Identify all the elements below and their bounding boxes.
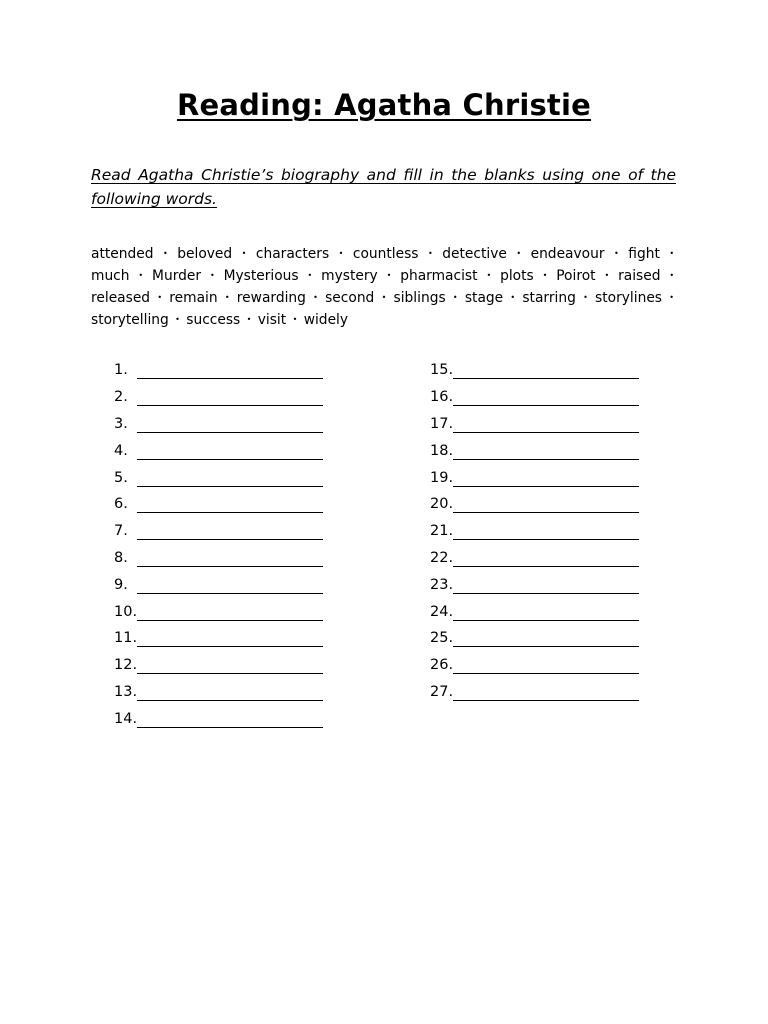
answer-row [114, 464, 323, 491]
answer-number: 7. [114, 523, 128, 540]
answer-row [114, 598, 323, 625]
word-bank-separator: • [381, 293, 387, 302]
answer-blank[interactable] [453, 444, 639, 460]
word-bank-separator: • [452, 293, 458, 302]
answer-row [114, 705, 323, 732]
word-bank-item: remain [169, 290, 218, 306]
answer-number: 9. [114, 576, 128, 593]
word-bank-item: storylines [595, 290, 662, 306]
answer-blank[interactable] [137, 444, 323, 460]
word-bank-item: rewarding [236, 290, 306, 306]
answer-blank[interactable] [453, 417, 639, 433]
answer-number: 18. [430, 442, 454, 459]
answer-number: 1. [114, 362, 128, 379]
word-bank-item: starring [522, 290, 576, 306]
word-bank-item: countless [352, 246, 419, 262]
answer-row [430, 518, 639, 545]
answer-number: 11. [114, 630, 138, 647]
word-bank-item: second [325, 290, 375, 306]
answer-blank[interactable] [137, 551, 323, 567]
word-bank-separator: • [175, 315, 180, 324]
word-bank-separator: • [516, 249, 522, 258]
answer-blank[interactable] [453, 685, 639, 701]
answer-blank[interactable] [453, 578, 639, 594]
answer-number: 2. [114, 389, 128, 406]
word-bank-separator: • [313, 293, 318, 302]
answer-number: 22. [430, 549, 454, 566]
answer-number: 10. [114, 603, 138, 620]
word-bank-separator: • [604, 271, 610, 280]
answer-row [114, 571, 323, 598]
answer-blank[interactable] [137, 578, 323, 594]
word-bank-separator: • [428, 249, 433, 258]
word-bank-item: endeavour [530, 246, 605, 262]
answer-row [114, 411, 323, 438]
word-bank-separator: • [386, 271, 392, 280]
word-bank-separator: • [338, 249, 344, 258]
answer-number: 17. [430, 415, 454, 432]
answer-number: 5. [114, 469, 128, 486]
answer-number: 20. [430, 496, 454, 513]
answer-number: 16. [430, 389, 454, 406]
answer-number: 3. [114, 415, 128, 432]
word-bank-item: visit [257, 312, 287, 328]
answer-blank[interactable] [137, 631, 323, 647]
answer-number: 24. [430, 603, 454, 620]
word-bank-separator: • [510, 293, 516, 302]
word-bank-separator: • [486, 271, 492, 280]
answer-blank[interactable] [453, 658, 639, 674]
page-title: Reading: Agatha Christie [176, 88, 591, 122]
word-bank-separator: • [542, 271, 548, 280]
answer-row [114, 679, 323, 706]
answer-number: 19. [430, 469, 454, 486]
word-bank-item: storytelling [91, 312, 169, 328]
answer-blank[interactable] [453, 471, 639, 487]
answer-number: 27. [430, 683, 454, 700]
word-bank-item: Murder [152, 268, 202, 284]
answer-column-left [114, 357, 323, 732]
word-bank-item: much [91, 268, 130, 284]
word-bank-separator: • [138, 271, 144, 280]
answer-row [430, 491, 639, 518]
answer-blank[interactable] [137, 390, 323, 406]
answer-number: 23. [430, 576, 454, 593]
answer-row [430, 652, 639, 679]
answer-row [430, 545, 639, 572]
word-bank-separator: • [583, 293, 588, 302]
word-bank-separator: • [246, 315, 252, 324]
answer-blank[interactable] [453, 631, 639, 647]
word-bank-item: Mysterious [223, 268, 299, 284]
answer-blank[interactable] [137, 658, 323, 674]
answer-row [430, 598, 639, 625]
answer-row [430, 625, 639, 652]
answer-row [430, 384, 639, 411]
answer-blank[interactable] [137, 471, 323, 487]
word-bank-separator: • [157, 293, 163, 302]
answer-row [430, 437, 639, 464]
answer-row [114, 518, 323, 545]
answer-blank[interactable] [137, 685, 323, 701]
answer-row [114, 625, 323, 652]
answer-blank[interactable] [137, 417, 323, 433]
answer-row [114, 545, 323, 572]
answer-blank[interactable] [453, 524, 639, 540]
answer-row [114, 357, 323, 384]
answer-number: 6. [114, 496, 128, 513]
word-bank-separator: • [163, 249, 168, 258]
answer-column-right [430, 357, 639, 705]
answer-row [114, 652, 323, 679]
word-bank-item: characters [255, 246, 330, 262]
answer-row [430, 679, 639, 706]
answer-blank[interactable] [137, 712, 323, 728]
answer-blank[interactable] [137, 605, 323, 621]
answer-blank[interactable] [137, 524, 323, 540]
answer-blank[interactable] [453, 605, 639, 621]
answer-row [114, 491, 323, 518]
word-bank-separator: • [224, 293, 230, 302]
answer-blank[interactable] [453, 363, 639, 379]
word-bank-separator: • [292, 315, 298, 324]
answer-number: 14. [114, 710, 138, 727]
word-bank-item: pharmacist [400, 268, 478, 284]
answer-number: 12. [114, 657, 138, 674]
word-bank-separator: • [209, 271, 215, 280]
word-bank [91, 243, 676, 331]
word-bank-separator: • [307, 271, 313, 280]
word-bank-item: raised [618, 268, 661, 284]
word-bank-separator: • [669, 271, 675, 280]
answer-row [430, 464, 639, 491]
answer-number: 26. [430, 657, 454, 674]
word-bank-item: fight [628, 246, 660, 262]
word-bank-separator: • [669, 249, 675, 258]
word-bank-item: detective [442, 246, 507, 262]
word-bank-item: Poirot [556, 268, 596, 284]
answer-number: 15. [430, 362, 454, 379]
answer-row [114, 384, 323, 411]
answer-blank[interactable] [137, 363, 323, 379]
word-bank-item: mystery [321, 268, 378, 284]
word-bank-item: success [186, 312, 241, 328]
word-bank-separator: • [241, 249, 247, 258]
word-bank-separator: • [614, 249, 619, 258]
answer-number: 8. [114, 549, 128, 566]
answer-number: 21. [430, 523, 454, 540]
answer-row [114, 437, 323, 464]
answer-row [430, 411, 639, 438]
word-bank-item: siblings [393, 290, 446, 306]
word-bank-separator: • [669, 293, 674, 302]
answer-blank[interactable] [453, 497, 639, 513]
word-bank-item: widely [303, 312, 349, 328]
word-bank-item: plots [500, 268, 534, 284]
answer-number: 25. [430, 630, 454, 647]
answer-row [430, 571, 639, 598]
instructions: Read Agatha Christie’s biography and fill in the blanks using one of the following words. [91, 166, 676, 208]
answer-number: 4. [114, 442, 128, 459]
word-bank-item: released [91, 290, 151, 306]
word-bank-item: stage [464, 290, 504, 306]
answer-number: 13. [114, 683, 138, 700]
answer-blank[interactable] [137, 497, 323, 513]
answer-row [430, 357, 639, 384]
answer-blank[interactable] [453, 390, 639, 406]
answer-blank[interactable] [453, 551, 639, 567]
word-bank-item: beloved [177, 246, 233, 262]
word-bank-item: attended [91, 246, 154, 262]
